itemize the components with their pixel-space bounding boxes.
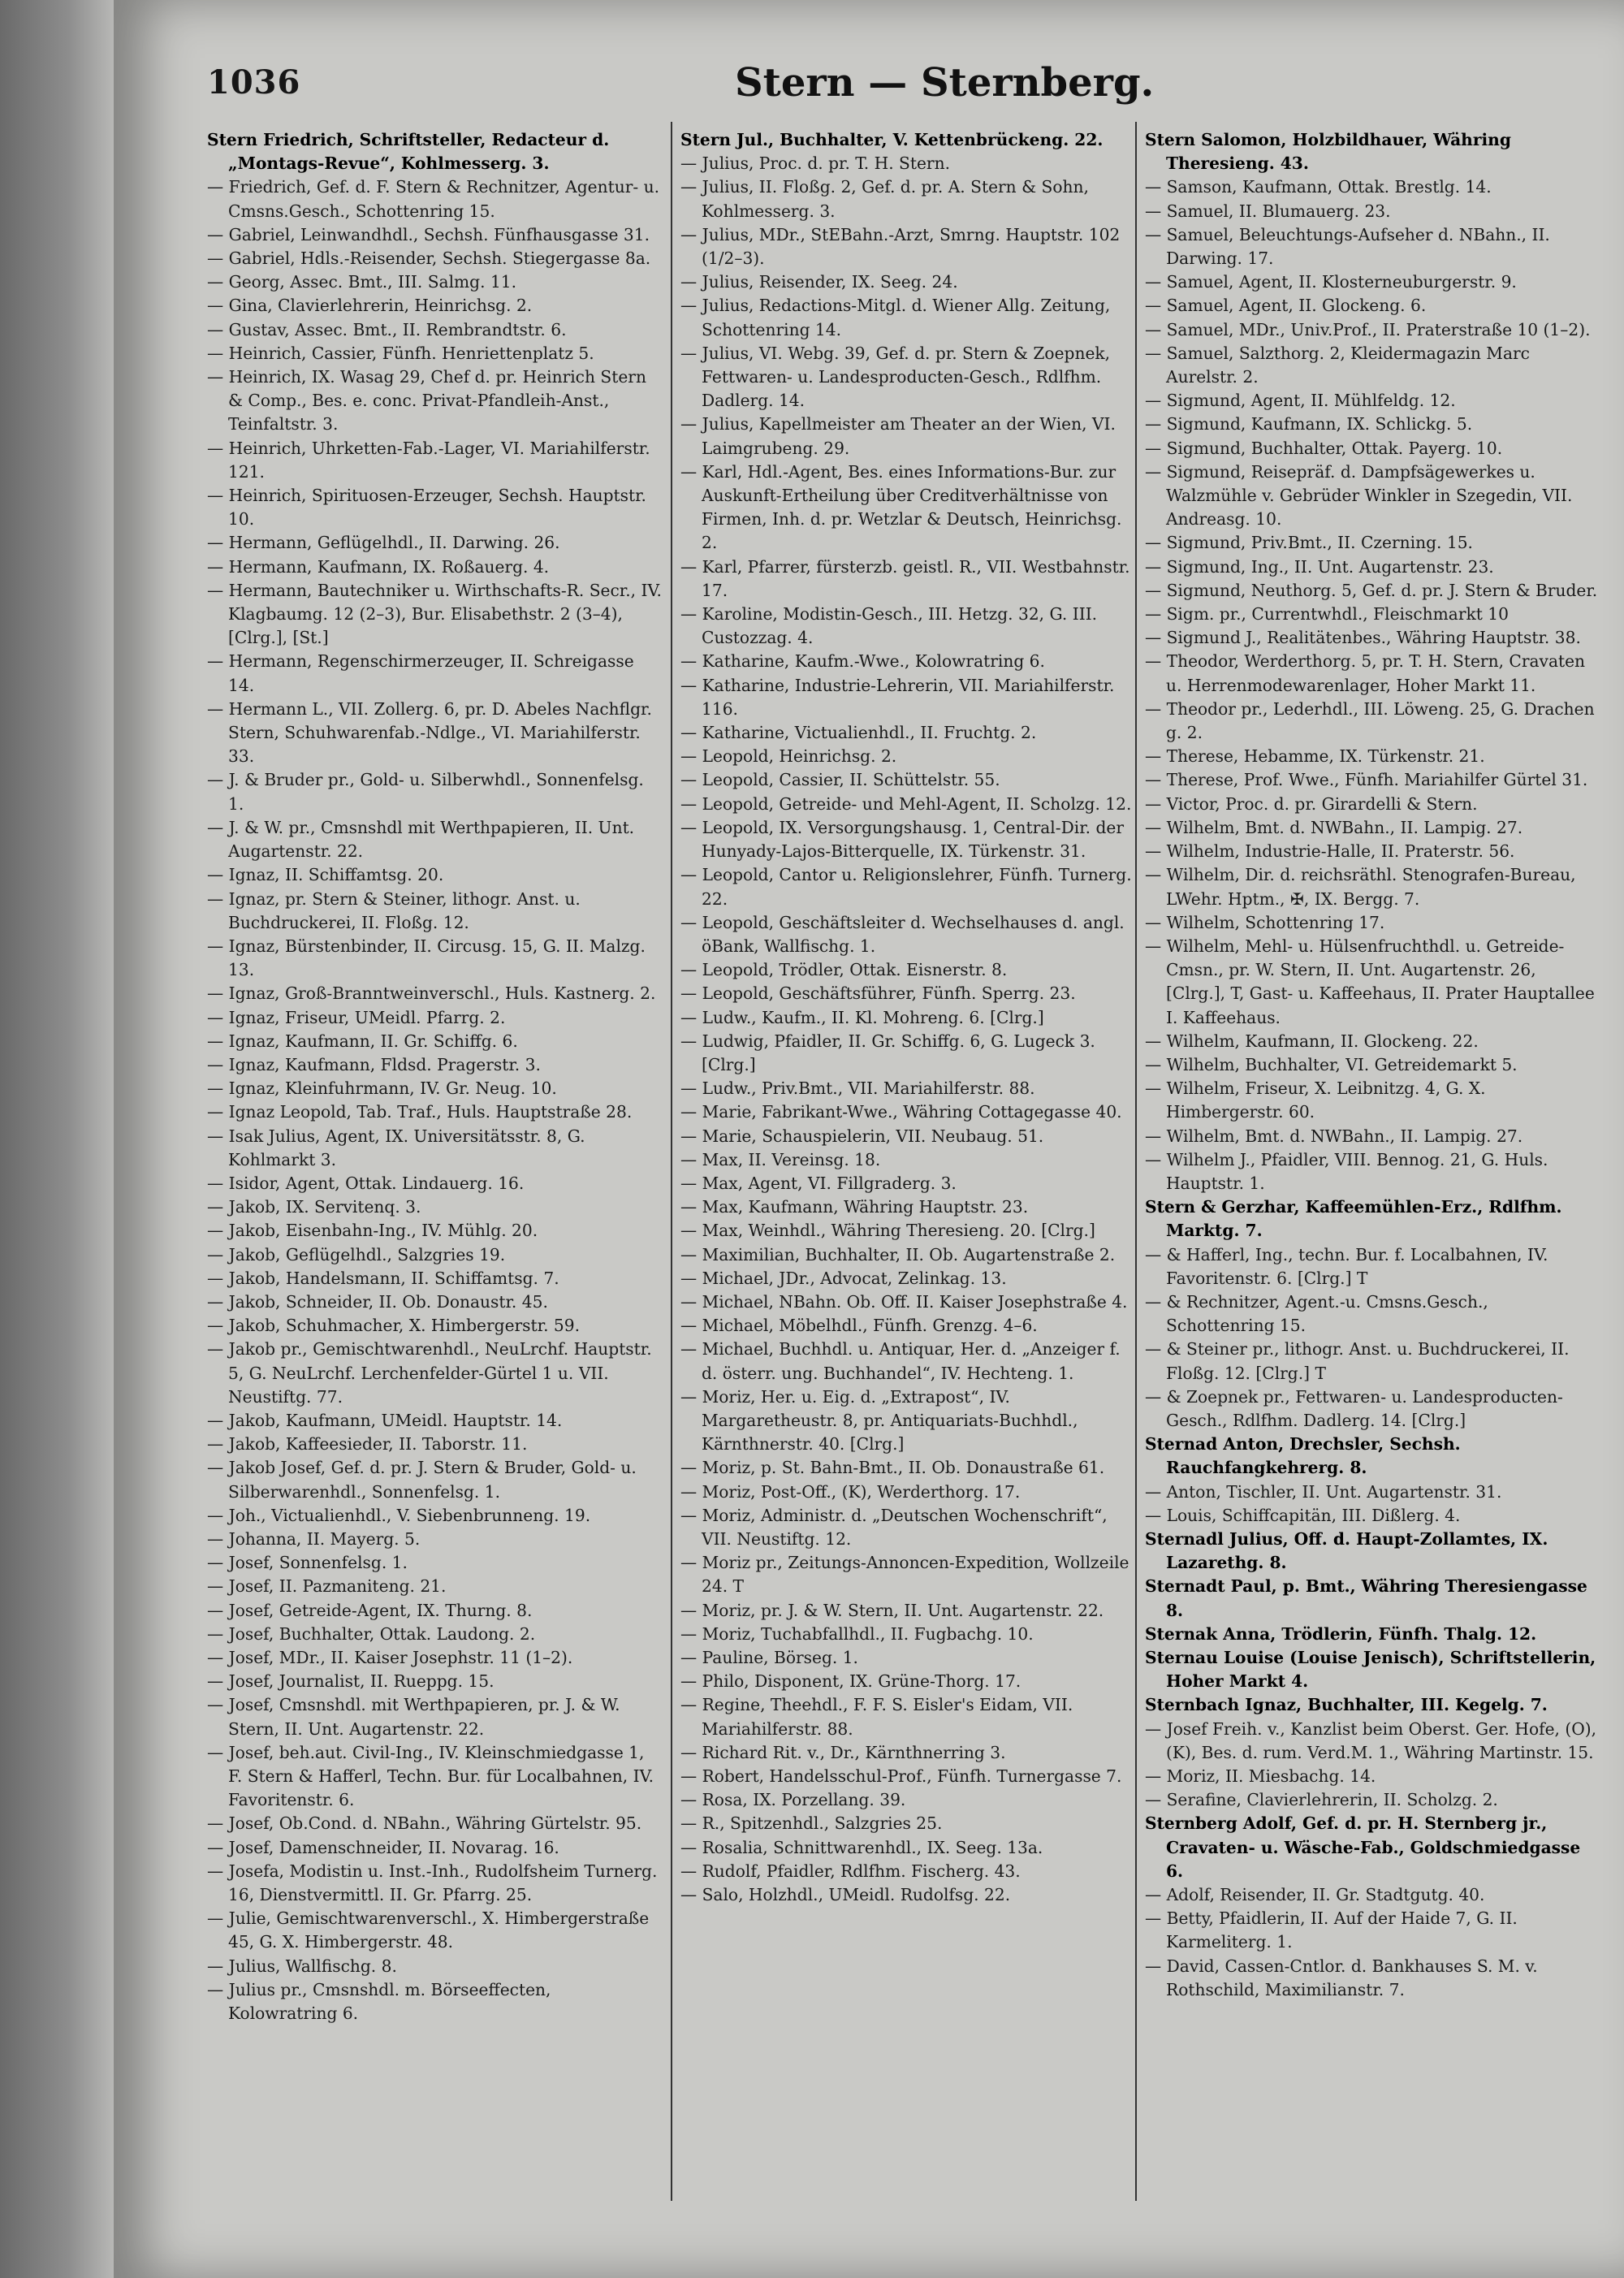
directory-entry: — Heinrich, IX. Wasag 29, Chef d. pr. Heinrich Stern & Comp., Bes. e. conc. Privat-Pfandleih-Anst., Teinfaltstr. 3. [207,367,646,434]
directory-entry: — Josef, Cmsnshdl. mit Werthpapieren, pr. J. & W. Stern, II. Unt. Augartenstr. 22. [207,1695,620,1739]
directory-entry: — Julius, Reisender, IX. Seeg. 24. [680,272,958,292]
directory-entry: — Julius pr., Cmsnshdl. m. Börseeffecten, Kolowratring 6. [207,1979,551,2024]
directory-entry: — Richard Rit. v., Dr., Kärnthnerring 3. [680,1742,1006,1762]
directory-entry: — Moriz, Post-Off., (K), Werderthorg. 17. [680,1481,1021,1502]
directory-entry: — Leopold, Geschäftsleiter d. Wechselhauses d. angl. öBank, Wallfischg. 1. [680,912,1125,956]
directory-entry: — Heinrich, Spirituosen-Erzeuger, Sechsh. Hauptstr. 10. [207,486,646,530]
directory-entry: — Gina, Clavierlehrerin, Heinrichsg. 2. [207,296,533,316]
directory-entry: — Moriz, Her. u. Eig. d. „Extrapost“, IV. Margaretheustr. 8, pr. Antiquariats-Buchhdl., Kärnthnerstr. 40. [Clrg.] [680,1386,1078,1455]
directory-entry: — Moriz pr., Zeitungs-Annoncen-Expedition, Wollzeile 24. T [680,1553,1129,1597]
directory-entry: — Therese, Hebamme, IX. Türkenstr. 21. [1145,746,1485,767]
directory-entry: — Samuel, II. Blumauerg. 23. [1145,201,1391,221]
directory-entry: — Jakob, Kaffeesieder, II. Taborstr. 11. [207,1434,528,1455]
directory-entry: — Rosalia, Schnittwarenhdl., IX. Seeg. 13a. [680,1837,1043,1857]
directory-entry: — Moriz, pr. J. & W. Stern, II. Unt. Augartenstr. 22. [680,1600,1104,1620]
directory-entry: — Victor, Proc. d. pr. Girardelli & Stern. [1145,793,1478,814]
directory-entry: — & Zoepnek pr., Fettwaren- u. Landesproducten-Gesch., Rdlfhm. Dadlerg. 14. [Clrg.] [1145,1386,1563,1430]
page-number: 1036 [207,63,301,102]
directory-entry: — Karl, Pfarrer, fürsterzb. geistl. R., VII. Westbahnstr. 17. [680,556,1130,600]
directory-entry: — Betty, Pfaidlerin, II. Auf der Haide 7, G. II. Karmeliterg. 1. [1145,1908,1518,1952]
directory-entry: — Samuel, Beleuchtungs-Aufseher d. NBahn., II. Darwing. 17. [1145,224,1550,269]
directory-entry: — Samuel, MDr., Univ.Prof., II. Praterstraße 10 (1–2). [1145,319,1591,339]
directory-entry: — Julius, Redactions-Mitgl. d. Wiener Allg. Zeitung, Schottenring 14. [680,296,1111,339]
directory-entry: — Josef, Buchhalter, Ottak. Laudong. 2. [207,1623,536,1644]
directory-entry: — Isak Julius, Agent, IX. Universitätsstr. 8, G. Kohlmarkt 3. [207,1126,585,1169]
directory-entry: — Jakob, Schuhmacher, X. Himbergerstr. 59. [207,1316,581,1336]
directory-entry: — Gustav, Assec. Bmt., II. Rembrandtstr. 6. [207,319,567,339]
directory-entry: — Sigmund, Reisepräf. d. Dampfsägewerkes u. Walzmühle v. Gebrüder Winkler in Szegedin, VII. Andreasg. 10. [1145,461,1573,530]
directory-entry: — Josefa, Modistin u. Inst.-Inh., Rudolfsheim Turnerg. 16, Dienstvermittl. II. Gr. Pfarrg. 25. [207,1861,658,1905]
directory-entry: — Hermann, Regenschirmerzeuger, II. Schreigasse 14. [207,651,634,695]
directory-entry: — Josef, MDr., II. Kaiser Josephstr. 11 (1–2). [207,1648,573,1667]
column-divider [671,122,672,2201]
surname-entry: Stern Friedrich, Schriftsteller, Redacteur d. „Montags-Revue“, Kohlmesserg. 3. [207,130,610,174]
directory-entry: — Max, Kaufmann, Währing Hauptstr. 23. [680,1197,1029,1217]
directory-entry: — Michael, JDr., Advocat, Zelinkag. 13. [680,1268,1007,1288]
directory-entry: — Karoline, Modistin-Gesch., III. Hetzg. 32, G. III. Custozzag. 4. [680,604,1098,648]
directory-entry: — Julius, VI. Webg. 39, Gef. d. pr. Stern & Zoepnek, Fettwaren- u. Landesproducten-Gesch., Rdlfhm. Dadlerg. 14. [680,343,1111,411]
directory-entry: — Therese, Prof. Wwe., Fünfh. Mariahilfer Gürtel 31. [1145,770,1588,790]
directory-entry: — Katharine, Industrie-Lehrerin, VII. Mariahilferstr. 116. [680,675,1115,719]
surname-entry: Stern Jul., Buchhalter, V. Kettenbrückeng. 22. [680,130,1104,149]
directory-entry: — Ignaz, Kleinfuhrmann, IV. Gr. Neug. 10. [207,1078,557,1099]
directory-entry: — Samuel, Agent, II. Glockeng. 6. [1145,296,1427,316]
surname-entry: Sternadt Paul, p. Bmt., Währing Theresiengasse 8. [1145,1576,1587,1620]
directory-entry: — Ludw., Kaufm., II. Kl. Mohreng. 6. [Clrg.] [680,1007,1044,1027]
directory-entry: — Theodor pr., Lederhdl., III. Löweng. 25, G. Drachen g. 2. [1145,698,1595,743]
directory-entry: — Karl, Hdl.-Agent, Bes. eines Informations-Bur. zur Auskunft-Ertheilung über Creditverhältnisse von Firmen, Inh. d. pr. Wetzlar & Deutsch, Heinrichsg. 2. [680,461,1122,553]
directory-entry: — Salo, Holzhdl., UMeidl. Rudolfsg. 22. [680,1885,1011,1905]
directory-entry: — Leopold, Heinrichsg. 2. [680,746,897,767]
surname-entry: Stern & Gerzhar, Kaffeemühlen-Erz., Rdlfhm. Marktg. 7. [1145,1197,1562,1241]
directory-entry: — Leopold, IX. Versorgungshausg. 1, Central-Dir. der Hunyady-Lajos-Bitterquelle, IX. Türkenstr. 31. [680,817,1125,862]
directory-entry: — Samson, Kaufmann, Ottak. Brestlg. 14. [1145,177,1492,197]
directory-column-3 [1145,128,1600,2240]
directory-entry: — Wilhelm, Kaufmann, II. Glockeng. 22. [1145,1031,1479,1051]
directory-entry: — Josef, Journalist, II. Rueppg. 15. [207,1671,495,1692]
directory-entry: — Jakob pr., Gemischtwarenhdl., NeuLrchf. Hauptstr. 5, G. NeuLrchf. Lerchenfelder-Gürtel 1 u. VII. Neustiftg. 77. [207,1339,652,1407]
directory-entry: — Wilhelm, Schottenring 17. [1145,912,1385,932]
directory-entry: — Jakob, Schneider, II. Ob. Donaustr. 45. [207,1291,548,1312]
surname-entry: Sternberg Adolf, Gef. d. pr. H. Sternberg jr., Cravaten- u. Wäsche-Fab., Goldschmiedgasse 6. [1145,1813,1581,1881]
directory-entry: — Sigmund, Buchhalter, Ottak. Payerg. 10. [1145,438,1503,458]
directory-entry: — Samuel, Agent, II. Klosterneuburgerstr. 9. [1145,272,1517,292]
directory-entry: — Ignaz, Groß-Branntweinverschl., Huls. Kastnerg. 2. [207,983,656,1004]
directory-entry: — Jakob, Geflügelhdl., Salzgries 19. [207,1244,506,1264]
directory-entry: — Heinrich, Uhrketten-Fab.-Lager, VI. Mariahilferstr. 121. [207,438,650,482]
directory-entry: — Joh., Victualienhdl., V. Siebenbrunneng. 19. [207,1505,591,1525]
directory-entry: — Julius, MDr., StEBahn.-Arzt, Smrng. Hauptstr. 102 (1/2–3). [680,224,1121,269]
directory-entry: — Jakob, IX. Servitenq. 3. [207,1197,421,1217]
surname-entry: Sternak Anna, Trödlerin, Fünfh. Thalg. 12. [1145,1623,1537,1644]
directory-entry: — Leopold, Getreide- und Mehl-Agent, II. Scholzg. 12. [680,793,1132,814]
directory-column-2 [680,128,1135,2240]
directory-entry: — Adolf, Reisender, II. Gr. Stadtgutg. 40. [1145,1885,1485,1905]
directory-entry: — Philo, Disponent, IX. Grüne-Thorg. 17. [680,1671,1021,1692]
directory-entry: — Marie, Fabrikant-Wwe., Währing Cottagegasse 40. [680,1102,1122,1122]
directory-entry: — Leopold, Cantor u. Religionslehrer, Fünfh. Turnerg. 22. [680,865,1132,909]
directory-entry: — Marie, Schauspielerin, VII. Neubaug. 51. [680,1126,1044,1146]
directory-entry: — Josef, II. Pazmaniteng. 21. [207,1576,447,1597]
directory-entry: — & Steiner pr., lithogr. Anst. u. Buchdruckerei, II. Floßg. 12. [Clrg.] T [1145,1339,1570,1383]
directory-entry: — Katharine, Victualienhdl., II. Fruchtg. 2. [680,723,1037,743]
directory-entry: — Jakob, Eisenbahn-Ing., IV. Mühlg. 20. [207,1221,538,1241]
directory-entry: — Wilhelm J., Pfaidler, VIII. Bennog. 21, G. Huls. Hauptstr. 1. [1145,1149,1548,1193]
directory-entry: — Katharine, Kaufm.-Wwe., Kolowratring 6. [680,651,1045,672]
surname-entry: Sternadl Julius, Off. d. Haupt-Zollamtes, IX. Lazarethg. 8. [1145,1528,1548,1573]
directory-entry: — Julius, Wallfischg. 8. [207,1956,397,1976]
directory-entry: — Wilhelm, Buchhalter, VI. Getreidemarkt 5. [1145,1054,1518,1074]
directory-entry: — R., Spitzenhdl., Salzgries 25. [680,1813,943,1834]
directory-entry: — Sigm. pr., Currentwhdl., Fleischmarkt 10 [1145,604,1509,625]
directory-entry: — Julie, Gemischtwarenverschl., X. Himbergerstraße 45, G. X. Himbergerstr. 48. [207,1908,650,1952]
directory-entry: — Pauline, Börseg. 1. [680,1648,858,1667]
directory-entry: — Julius, II. Floßg. 2, Gef. d. pr. A. Stern & Sohn, Kohlmesserg. 3. [680,177,1089,221]
scan-edge-shadow [0,0,114,2278]
directory-entry: — Moriz, p. St. Bahn-Bmt., II. Ob. Donaustraße 61. [680,1458,1105,1478]
surname-entry: Sternau Louise (Louise Jenisch), Schriftstellerin, Hoher Markt 4. [1145,1648,1596,1692]
directory-entry: — Friedrich, Gef. d. F. Stern & Rechnitzer, Agentur- u. Cmsns.Gesch., Schottenring 15. [207,177,660,221]
directory-entry: — Johanna, II. Mayerg. 5. [207,1528,421,1549]
directory-entry: — J. & Bruder pr., Gold- u. Silberwhdl., Sonnenfelsg. 1. [207,770,644,814]
directory-entry: — Theodor, Werderthorg. 5, pr. T. H. Stern, Cravaten u. Herrenmodewarenlager, Hoher Markt 11. [1145,651,1586,695]
directory-entry: — Julius, Proc. d. pr. T. H. Stern. [680,153,951,174]
column-divider [1135,122,1137,2201]
directory-entry: — Michael, NBahn. Ob. Off. II. Kaiser Josephstraße 4. [680,1291,1128,1312]
directory-entry: — Sigmund, Agent, II. Mühlfeldg. 12. [1145,391,1456,411]
directory-entry: — Rudolf, Pfaidler, Rdlfhm. Fischerg. 43. [680,1861,1021,1881]
directory-entry: — Max, Agent, VI. Fillgraderg. 3. [680,1173,957,1193]
directory-entry: — Wilhelm, Industrie-Halle, II. Praterstr. 56. [1145,841,1515,862]
directory-entry: — Serafine, Clavierlehrerin, II. Scholzg. 2. [1145,1790,1498,1810]
directory-entry: — Sigmund, Priv.Bmt., II. Czerning. 15. [1145,533,1473,553]
directory-entry: — Wilhelm, Dir. d. reichsräthl. Stenografen-Bureau, LWehr. Hptm., ✠, IX. Bergg. 7. [1145,865,1576,909]
directory-entry: — Anton, Tischler, II. Unt. Augartenstr. 31. [1145,1481,1502,1502]
directory-entry: — Wilhelm, Friseur, X. Leibnitzg. 4, G. X. Himbergerstr. 60. [1145,1078,1486,1122]
page-header [207,60,1620,120]
directory-entry: — Gabriel, Leinwandhdl., Sechsh. Fünfhausgasse 31. [207,224,650,244]
page-title: Stern — Sternberg. [735,60,1155,106]
directory-entry: — Samuel, Salzthorg. 2, Kleidermagazin Marc Aurelstr. 2. [1145,343,1530,387]
directory-entry: — Leopold, Geschäftsführer, Fünfh. Sperrg. 23. [680,983,1076,1004]
directory-entry: — Sigmund J., Realitätenbes., Währing Hauptstr. 38. [1145,628,1581,648]
directory-entry: — Wilhelm, Mehl- u. Hülsenfruchthdl. u. Getreide-Cmsn., pr. W. Stern, II. Unt. Augartenstr. 26, [Clrg.], T, Gast- u. Kaffeehaus, II. Prater Hauptallee I. Kaffeehaus. [1145,936,1595,1027]
directory-entry: — Michael, Buchhdl. u. Antiquar, Her. d. „Anzeiger f. d. österr. ung. Buchhandel“, IV. Hechteng. 1. [680,1339,1121,1383]
directory-entry: — Josef, Getreide-Agent, IX. Thurng. 8. [207,1600,533,1620]
directory-entry: — Hermann, Bautechniker u. Wirthschafts-R. Secr., IV. Klagbaumg. 12 (2–3), Bur. Elisabethstr. 2 (3–4), [Clrg.], [St.] [207,580,662,648]
directory-entry: — Max, II. Vereinsg. 18. [680,1149,881,1169]
directory-entry: — Jakob, Handelsmann, II. Schiffamtsg. 7. [207,1268,559,1288]
directory-entry: — & Rechnitzer, Agent.-u. Cmsns.Gesch., Schottenring 15. [1145,1291,1488,1336]
directory-entry: — Isidor, Agent, Ottak. Lindauerg. 16. [207,1173,525,1193]
directory-entry: — Michael, Möbelhdl., Fünfh. Grenzg. 4–6. [680,1316,1038,1336]
directory-entry: — Louis, Schiffcapitän, III. Dißlerg. 4. [1145,1505,1461,1525]
directory-entry: — Josef, Ob.Cond. d. NBahn., Währing Gürtelstr. 95. [207,1813,642,1834]
directory-entry: — Ludwig, Pfaidler, II. Gr. Schiffg. 6, G. Lugeck 3. [Clrg.] [680,1031,1095,1074]
surname-entry: Stern Salomon, Holzbildhauer, Währing Theresieng. 43. [1145,130,1511,174]
directory-entry: — Jakob, Kaufmann, UMeidl. Hauptstr. 14. [207,1410,563,1430]
directory-entry: — Hermann L., VII. Zollerg. 6, pr. D. Abeles Nachflgr. Stern, Schuhwarenfab.-Ndlge., VI. Mariahilferstr. 33. [207,698,652,767]
directory-entry: — Ignaz, Kaufmann, Fldsd. Pragerstr. 3. [207,1054,541,1074]
directory-entry: — Moriz, II. Miesbachg. 14. [1145,1766,1376,1787]
surname-entry: Sternad Anton, Drechsler, Sechsh. Rauchfangkehrerg. 8. [1145,1434,1461,1478]
directory-entry: — Ignaz Leopold, Tab. Traf., Huls. Hauptstraße 28. [207,1102,633,1122]
directory-entry: — Gabriel, Hdls.-Reisender, Sechsh. Stiegergasse 8a. [207,249,651,269]
directory-entry: — David, Cassen-Cntlor. d. Bankhauses S. M. v. Rothschild, Maximilianstr. 7. [1145,1956,1538,1999]
directory-entry: — Wilhelm, Bmt. d. NWBahn., II. Lampig. 27. [1145,817,1523,837]
surname-entry: Sternbach Ignaz, Buchhalter, III. Kegelg. 7. [1145,1695,1548,1715]
directory-entry: — Moriz, Tuchabfallhdl., II. Fugbachg. 10. [680,1623,1034,1644]
directory-entry: — Robert, Handelsschul-Prof., Fünfh. Turnergasse 7. [680,1766,1122,1787]
directory-entry: — Moriz, Administr. d. „Deutschen Wochenschrift“, VII. Neustiftg. 12. [680,1505,1108,1549]
directory-entry: — Sigmund, Ing., II. Unt. Augartenstr. 23. [1145,556,1494,577]
directory-entry: — Josef, Sonnenfelsg. 1. [207,1553,408,1573]
directory-entry: — Maximilian, Buchhalter, II. Ob. Augartenstraße 2. [680,1244,1116,1264]
directory-entry: — Ignaz, Kaufmann, II. Gr. Schiffg. 6. [207,1031,518,1051]
directory-entry: — & Hafferl, Ing., techn. Bur. f. Localbahnen, IV. Favoritenstr. 6. [Clrg.] T [1145,1244,1548,1288]
directory-entry: — Jakob Josef, Gef. d. pr. J. Stern & Bruder, Gold- u. Silberwarenhdl., Sonnenfelsg. 1. [207,1458,637,1502]
directory-entry: — Julius, Kapellmeister am Theater an der Wien, VI. Laimgrubeng. 29. [680,414,1116,458]
directory-entry: — Sigmund, Neuthorg. 5, Gef. d. pr. J. Stern & Bruder. [1145,580,1598,600]
directory-entry: — Ludw., Priv.Bmt., VII. Mariahilferstr. 88. [680,1078,1035,1099]
directory-entry: — Ignaz, pr. Stern & Steiner, lithogr. Anst. u. Buchdruckerei, II. Floßg. 12. [207,888,581,932]
directory-entry: — J. & W. pr., Cmsnshdl mit Werthpapieren, II. Unt. Augartenstr. 22. [207,817,635,862]
directory-entry: — Josef Freih. v., Kanzlist beim Oberst. Ger. Hofe, (O), (K), Bes. d. rum. Verd.M. 1., Währing Martinstr. 15. [1145,1718,1597,1762]
directory-entry: — Max, Weinhdl., Währing Theresieng. 20. [Clrg.] [680,1221,1095,1241]
directory-entry: — Hermann, Kaufmann, IX. Roßauerg. 4. [207,556,550,577]
directory-entry: — Rosa, IX. Porzellang. 39. [680,1790,906,1810]
directory-column-1 [207,128,662,2240]
directory-entry: — Wilhelm, Bmt. d. NWBahn., II. Lampig. 27. [1145,1126,1523,1146]
directory-entry: — Georg, Assec. Bmt., III. Salmg. 11. [207,272,517,292]
directory-entry: — Josef, beh.aut. Civil-Ing., IV. Kleinschmiedgasse 1, F. Stern & Hafferl, Techn. Bur. für Localbahnen, IV. Favoritenstr. 6. [207,1742,654,1810]
directory-entry: — Josef, Damenschneider, II. Novarag. 16. [207,1837,559,1857]
directory-entry: — Leopold, Trödler, Ottak. Eisnerstr. 8. [680,960,1008,980]
directory-entry: — Leopold, Cassier, II. Schüttelstr. 55. [680,770,1000,790]
directory-entry: — Hermann, Geflügelhdl., II. Darwing. 26. [207,533,560,553]
directory-entry: — Ignaz, II. Schiffamtsg. 20. [207,865,444,885]
directory-entry: — Ignaz, Bürstenbinder, II. Circusg. 15, G. II. Malzg. 13. [207,936,646,980]
directory-entry: — Sigmund, Kaufmann, IX. Schlickg. 5. [1145,414,1473,434]
directory-entry: — Regine, Theehdl., F. F. S. Eisler's Eidam, VII. Mariahilferstr. 88. [680,1695,1073,1739]
directory-entry: — Heinrich, Cassier, Fünfh. Henriettenplatz 5. [207,343,594,363]
directory-entry: — Ignaz, Friseur, UMeidl. Pfarrg. 2. [207,1007,506,1027]
